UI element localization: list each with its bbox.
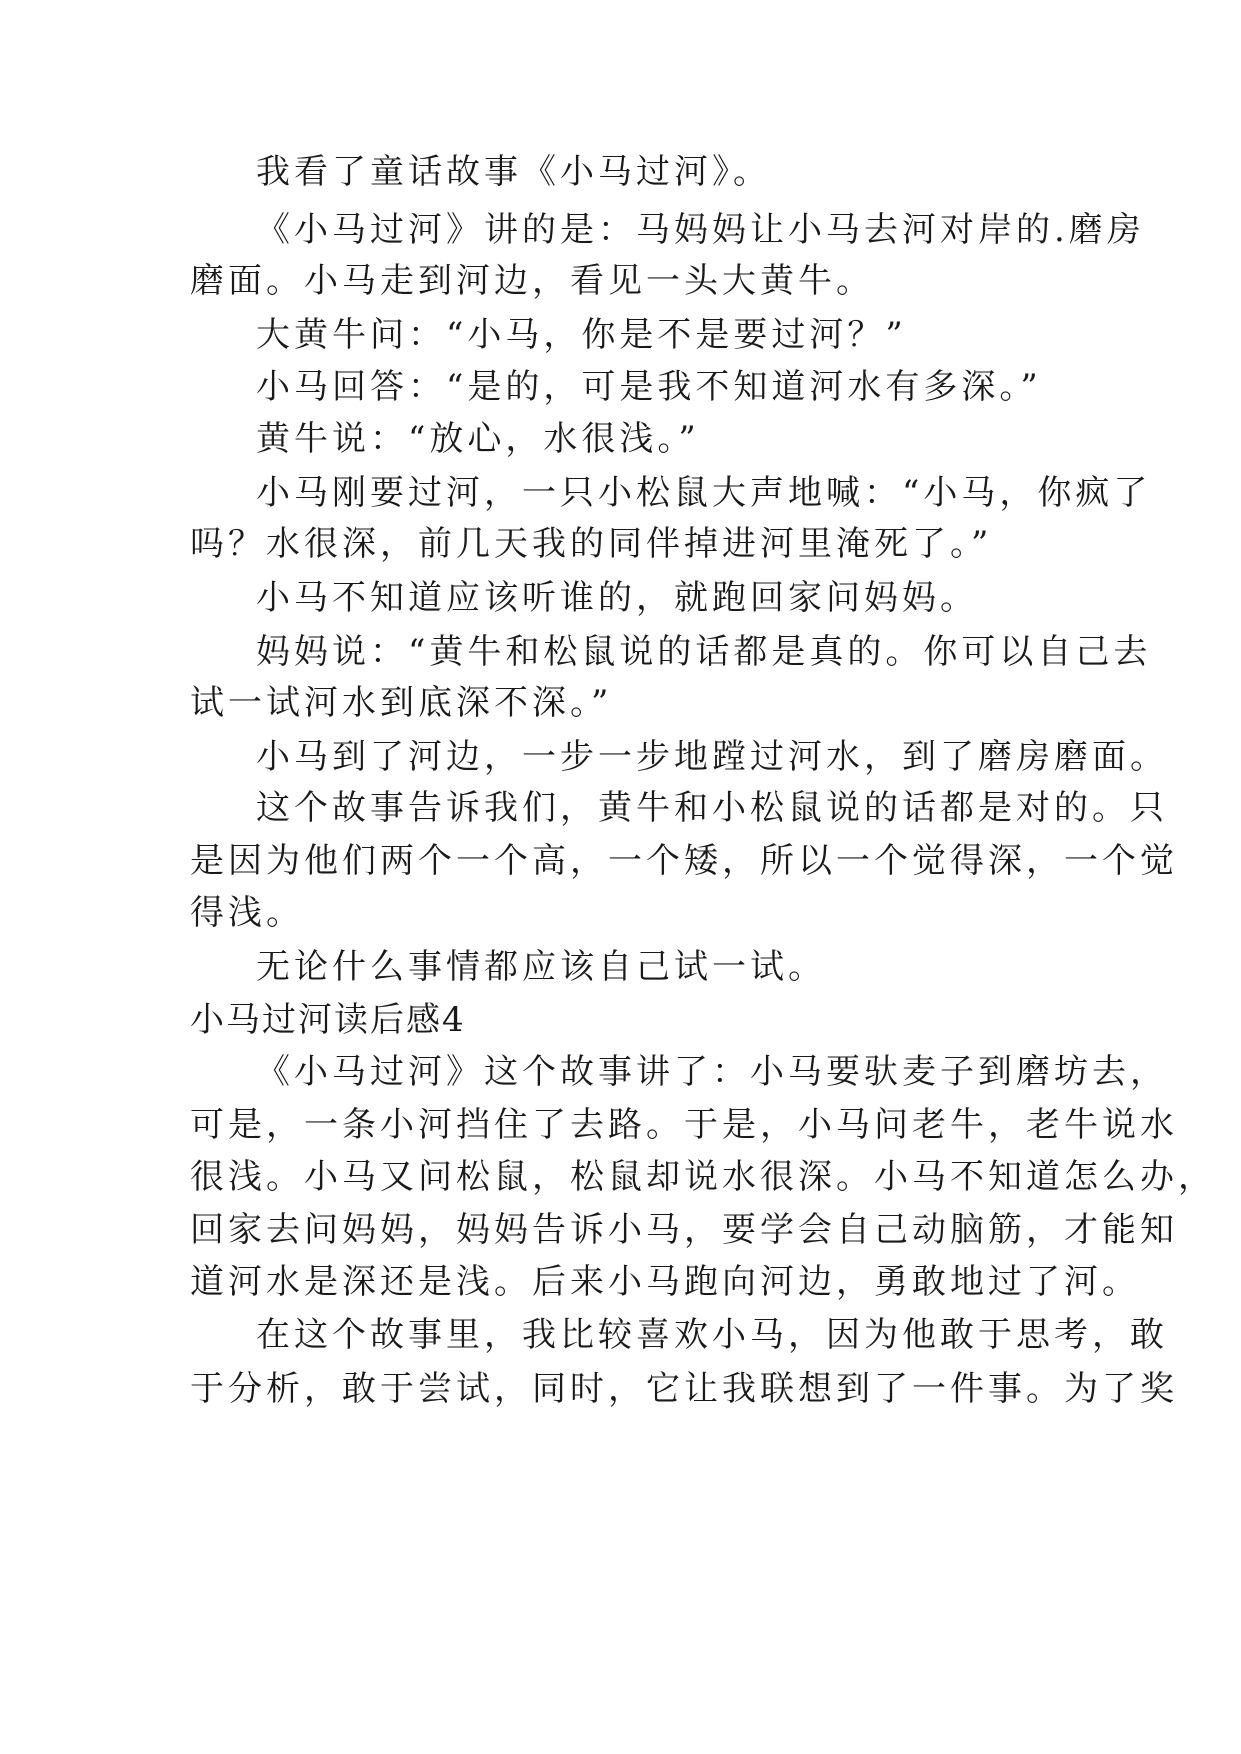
paragraph-line: 是因为他们两个一个高，一个矮，所以一个觉得深，一个觉 — [190, 841, 1178, 881]
paragraph-line: 于分析，敢于尝试，同时，它让我联想到了一件事。为了奖 — [190, 1369, 1178, 1409]
paragraph-line: 小马回答：“是的，可是我不知道河水有多深。” — [256, 367, 1042, 407]
paragraph-line: 《小马过河》这个故事讲了：小马要驮麦子到磨坊去， — [256, 1052, 1168, 1092]
paragraph-line: 小马不知道应该听谁的，就跑回家问妈妈。 — [256, 578, 978, 618]
paragraph-line: 试一试河水到底深不深。” — [190, 683, 613, 723]
paragraph-line: 黄牛说：“放心，水很浅。” — [256, 419, 700, 459]
paragraph-line: 在这个故事里，我比较喜欢小马，因为他敢于思考，敢 — [256, 1315, 1168, 1355]
paragraph-line: 大黄牛问：“小马，你是不是要过河？” — [256, 315, 907, 355]
paragraph-line: 《小马过河》讲的是：马妈妈让小马去河对岸的.磨房 — [256, 210, 1145, 250]
paragraph-line: 吗？水很深，前几天我的同伴掉进河里淹死了。” — [190, 524, 993, 564]
paragraph-line: 妈妈说：“黄牛和松鼠说的话都是真的。你可以自己去 — [256, 632, 1152, 672]
paragraph-line: 无论什么事情都应该自己试一试。 — [256, 947, 826, 987]
paragraph-line: 很浅。小马又问松鼠，松鼠却说水很深。小马不知道怎么办， — [190, 1157, 1216, 1197]
paragraph-line: 道河水是深还是浅。后来小马跑向河边，勇敢地过了河。 — [190, 1262, 1140, 1302]
paragraph-line: 这个故事告诉我们，黄牛和小松鼠说的话都是对的。只 — [256, 788, 1168, 828]
paragraph-line: 小马刚要过河，一只小松鼠大声地喊：“小马，你疯了 — [256, 473, 1152, 513]
paragraph-line: 我看了童话故事《小马过河》。 — [256, 152, 771, 192]
paragraph-line: 小马到了河边，一步一步地蹚过河水，到了磨房磨面。 — [256, 737, 1168, 777]
paragraph-line: 回家去问妈妈，妈妈告诉小马，要学会自己动脑筋，才能知 — [190, 1210, 1178, 1250]
paragraph-line: 可是，一条小河挡住了去路。于是，小马问老牛，老牛说水 — [190, 1105, 1178, 1145]
paragraph-line: 磨面。小马走到河边，看见一头大黄牛。 — [190, 261, 874, 301]
paragraph-line: 得浅。 — [190, 893, 304, 933]
section-heading: 小马过河读后感4 — [190, 1000, 466, 1040]
